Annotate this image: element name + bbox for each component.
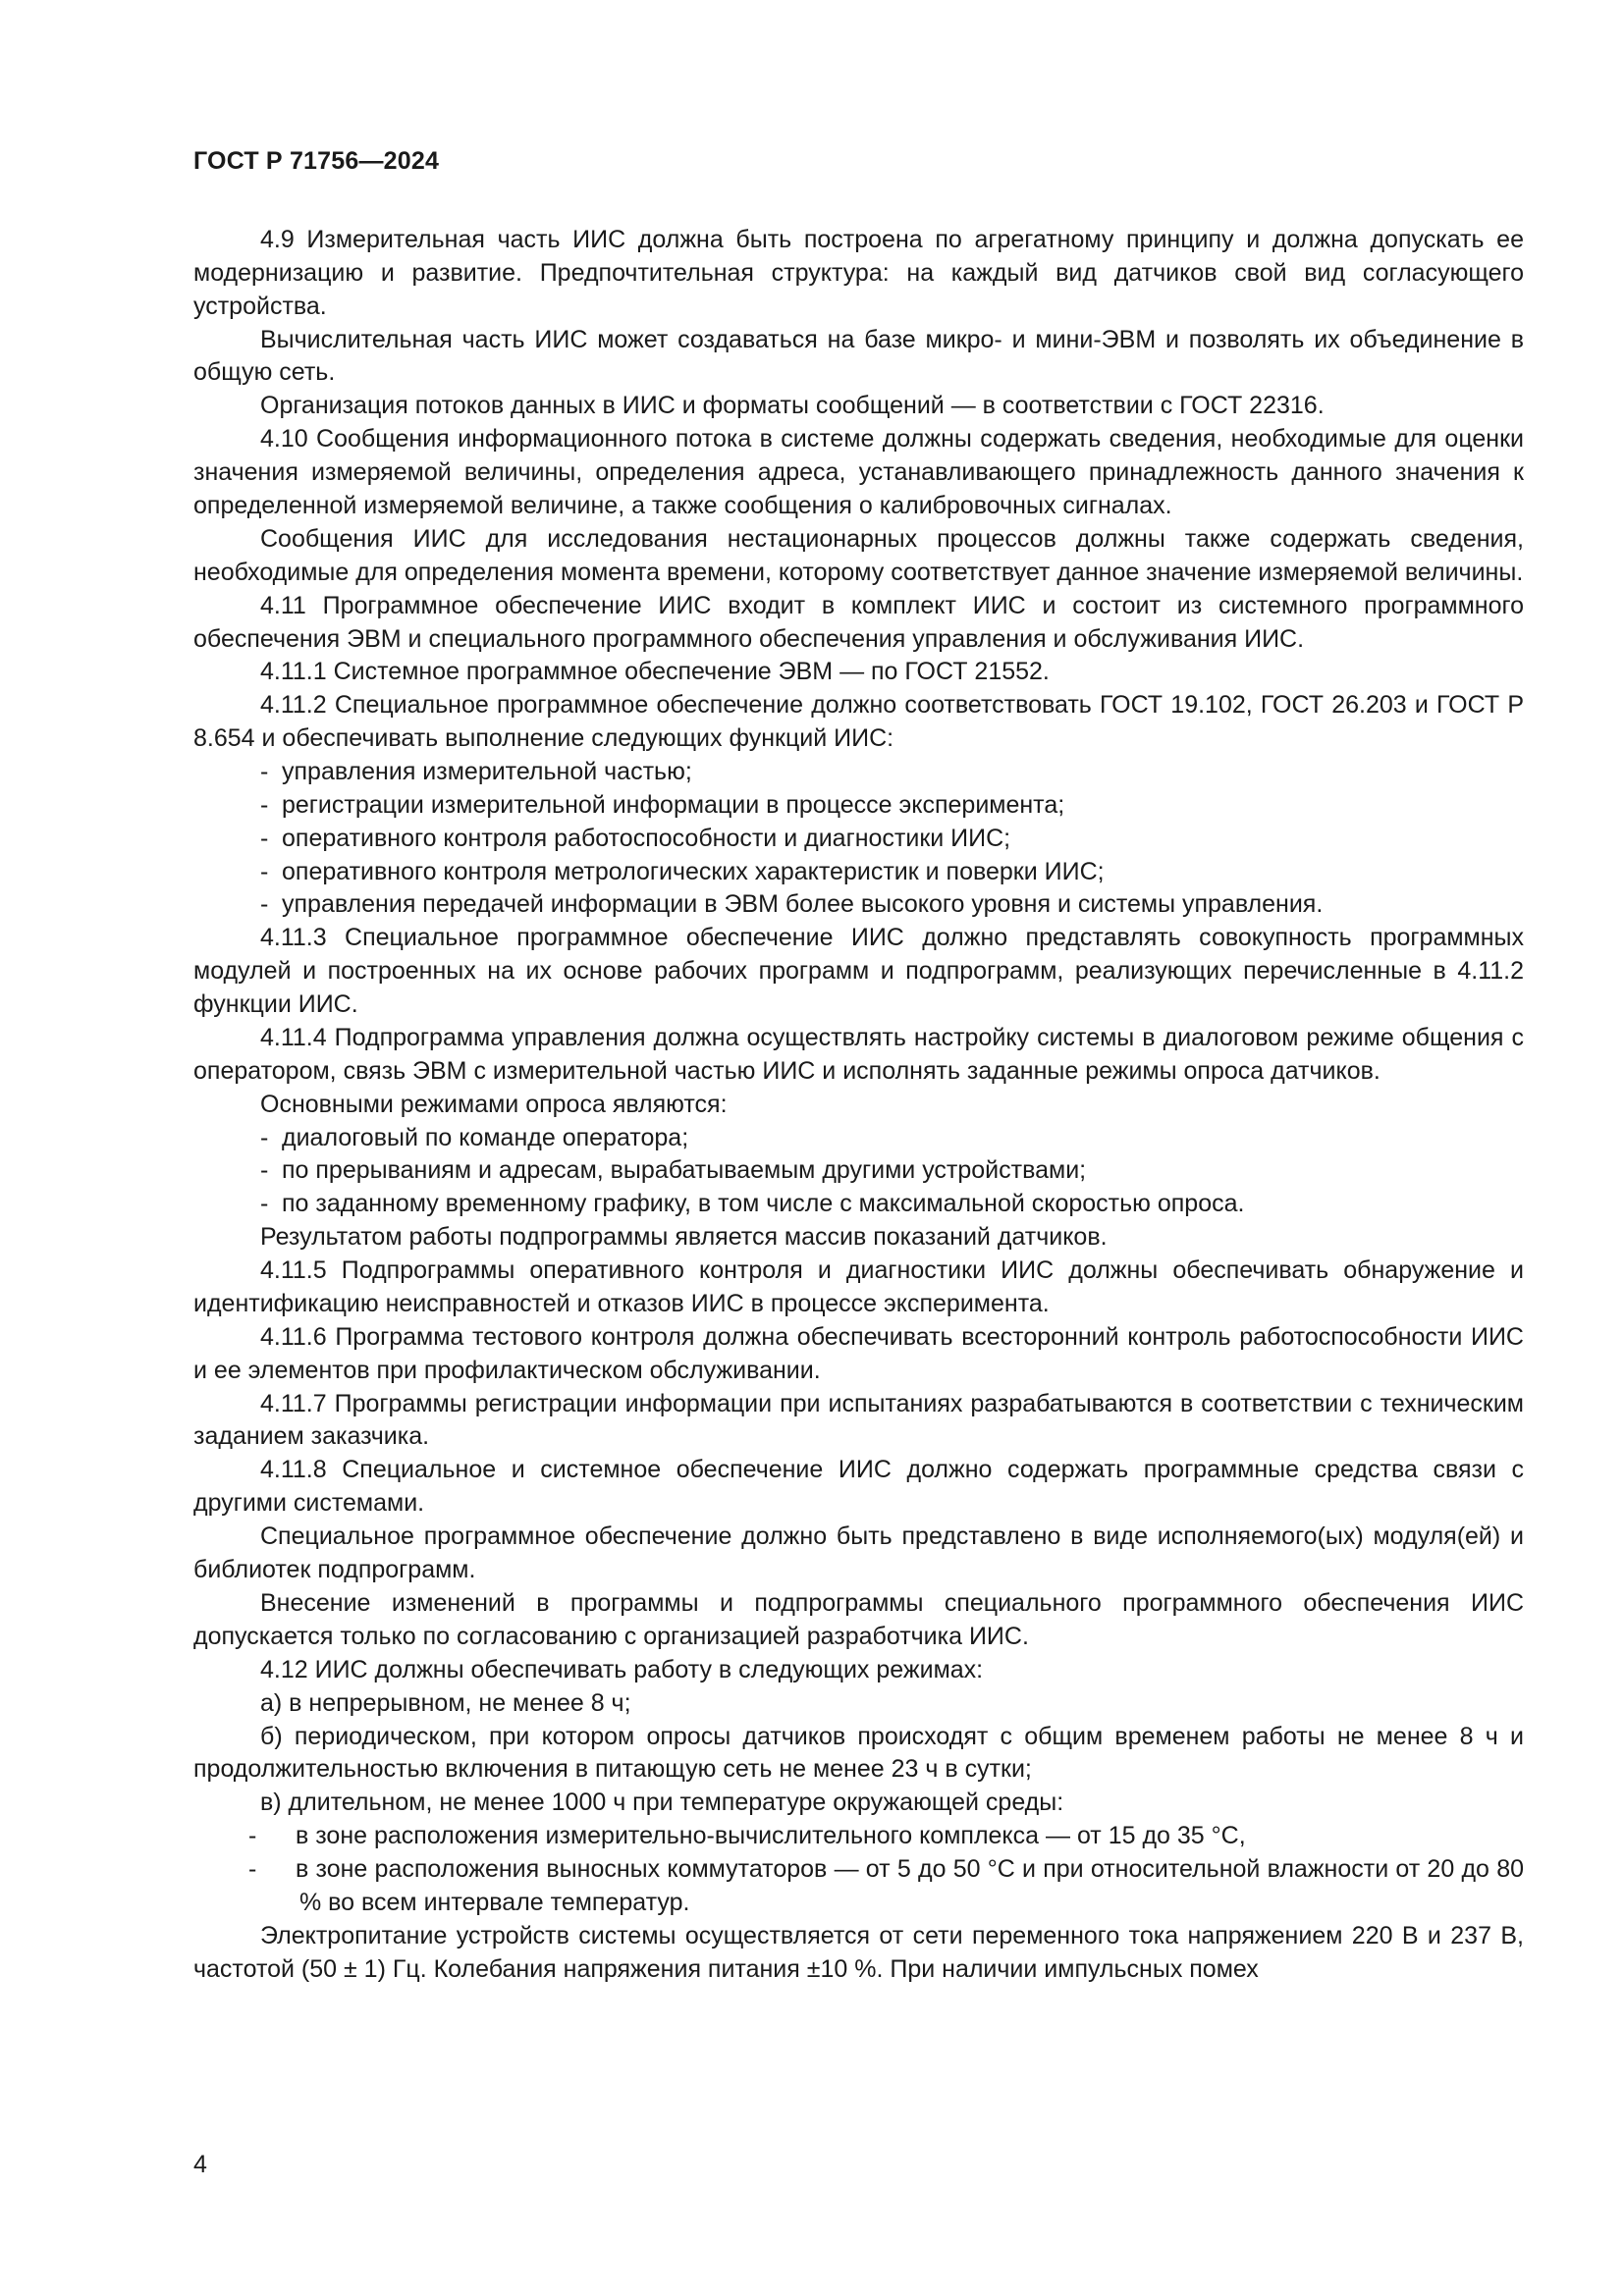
list-item-text: управления передачей информации в ЭВМ более высокого уровня и системы управления.: [282, 890, 1324, 919]
paragraph: 4.11.8 Специальное и системное обеспечение ИИС должно содержать программные средства связи с другими системами.: [193, 1456, 1524, 1518]
paragraph: Основными режимами опроса являются:: [260, 1090, 728, 1118]
list-item-text: оперативного контроля работоспособности и диагностики ИИС;: [282, 824, 1011, 852]
list-item: [193, 789, 1524, 823]
paragraph: Внесение изменений в программы и подпрограммы специального программного обеспечения ИИС допускается только по согласованию с организацией разработчика ИИС.: [193, 1588, 1524, 1650]
paragraph: Специальное программное обеспечение должно быть представлено в виде исполняемого(ых) модуля(ей) и библиотек подпрограмм.: [193, 1522, 1524, 1583]
list-item-text: в зоне расположения выносных коммутаторов — от 5 до 50 °С и при относительной влажности от 20 до 80 % во всем интервале температур.: [296, 1855, 1524, 1916]
paragraph: в) длительном, не менее 1000 ч при температуре окружающей среды:: [260, 1789, 1064, 1817]
list-item: [193, 856, 1524, 889]
list-item-text: в зоне расположения измерительно-вычислительного комплекса — от 15 до 35 °С,: [296, 1822, 1246, 1850]
paragraph: 4.10 Сообщения информационного потока в системе должны содержать сведения, необходимые для оценки значения измеряемой величины, определения адреса, устанавливающего принадлежность данного значения к определенной измеряемой величине, а также сообщения о калибровочных сигналах.: [193, 425, 1524, 519]
paragraph: 4.11.4 Подпрограмма управления должна осуществлять настройку системы в диалоговом режиме общения с оператором, связь ЭВМ с измерительной частью ИИС и исполнять заданные режимы опроса датчиков.: [193, 1023, 1524, 1085]
paragraph: 4.11.2 Специальное программное обеспечение должно соответствовать ГОСТ 19.102, ГОСТ 26.203 и ГОСТ Р 8.654 и обеспечивать выполнение следующих функций ИИС:: [193, 691, 1524, 753]
paragraph: Сообщения ИИС для исследования нестационарных процессов должны также содержать сведения, необходимые для определения момента времени, которому соответствует данное значение измеряемой величины.: [193, 524, 1524, 586]
paragraph: б) периодическом, при котором опросы датчиков происходят с общим временем работы не менее 8 ч и продолжительностью включения в питающую сеть не менее 23 ч в сутки;: [193, 1722, 1524, 1784]
paragraph: 4.11.7 Программы регистрации информации при испытаниях разрабатываются в соответствии с техническим заданием заказчика.: [193, 1389, 1524, 1451]
paragraph: 4.11.5 Подпрограммы оперативного контроля и диагностики ИИС должны обеспечивать обнаружение и идентификацию неисправностей и отказов ИИС в процессе эксперимента.: [193, 1255, 1524, 1317]
list-item: [193, 888, 1524, 922]
list-dash: -: [260, 1190, 269, 1218]
list-item-text: по заданному временному графику, в том числе с максимальной скоростью опроса.: [282, 1190, 1245, 1218]
document-header: ГОСТ Р 71756—2024: [193, 147, 440, 175]
document-body: [193, 224, 1524, 1987]
list-dash: -: [260, 758, 269, 786]
list-dash: -: [260, 824, 269, 852]
list-item-text: управления измерительной частью;: [282, 758, 692, 786]
paragraph: Организация потоков данных в ИИС и форматы сообщений — в соответствии с ГОСТ 22316.: [260, 392, 1325, 420]
list-dash: -: [260, 1123, 269, 1151]
paragraph: 4.11.1 Системное программное обеспечение ЭВМ — по ГОСТ 21552.: [260, 658, 1050, 686]
paragraph: Вычислительная часть ИИС может создаваться на базе микро- и мини-ЭВМ и позволять их объединение в общую сеть.: [193, 325, 1524, 387]
list-dash: -: [260, 857, 269, 885]
list-item-text: оперативного контроля метрологических характеристик и поверки ИИС;: [282, 857, 1105, 885]
page-number: 4: [193, 2151, 207, 2178]
nested-list-item: [193, 1820, 1524, 1853]
list-dash: -: [260, 1156, 269, 1185]
list-item-text: диалоговый по команде оператора;: [282, 1123, 689, 1151]
paragraph: Результатом работы подпрограммы является массив показаний датчиков.: [260, 1222, 1108, 1251]
paragraph: 4.11.6 Программа тестового контроля должна обеспечивать всесторонний контроль работоспособности ИИС и ее элементов при профилактическом обслуживании.: [193, 1322, 1524, 1384]
list-item: [193, 1122, 1524, 1155]
paragraph: 4.11.3 Специальное программное обеспечение ИИС должно представлять совокупность программных модулей и построенных на их основе рабочих программ и подпрограмм, реализующих перечисленные в 4.11.2 функции ИИС.: [193, 924, 1524, 1018]
list-item-text: по прерываниям и адресам, вырабатываемым другими устройствами;: [282, 1156, 1087, 1185]
list-item: [193, 823, 1524, 856]
paragraph: 4.9 Измерительная часть ИИС должна быть построена по агрегатному принципу и должна допускать ее модернизацию и развитие. Предпочтительная структура: на каждый вид датчиков свой вид согласующего устройства.: [193, 226, 1524, 320]
list-item: [193, 756, 1524, 789]
paragraph: 4.12 ИИС должны обеспечивать работу в следующих режимах:: [260, 1655, 984, 1683]
paragraph: Электропитание устройств системы осуществляется от сети переменного тока напряжением 220 В и 237 В, частотой (50 ± 1) Гц. Колебания напряжения питания ±10 %. При наличии импульсных помех: [193, 1921, 1524, 1983]
list-dash: -: [260, 791, 269, 820]
list-dash: -: [248, 1855, 257, 1884]
nested-list-item: [193, 1853, 1524, 1920]
paragraph: а) в непрерывном, не менее 8 ч;: [260, 1688, 631, 1717]
list-item: [193, 1154, 1524, 1188]
list-item-text: регистрации измерительной информации в процессе эксперимента;: [282, 791, 1065, 820]
list-item: [193, 1188, 1524, 1221]
list-dash: -: [248, 1822, 257, 1850]
paragraph: 4.11 Программное обеспечение ИИС входит в комплект ИИС и состоит из системного программного обеспечения ЭВМ и специального программного обеспечения управления и обслуживания ИИС.: [193, 591, 1524, 653]
list-dash: -: [260, 890, 269, 919]
